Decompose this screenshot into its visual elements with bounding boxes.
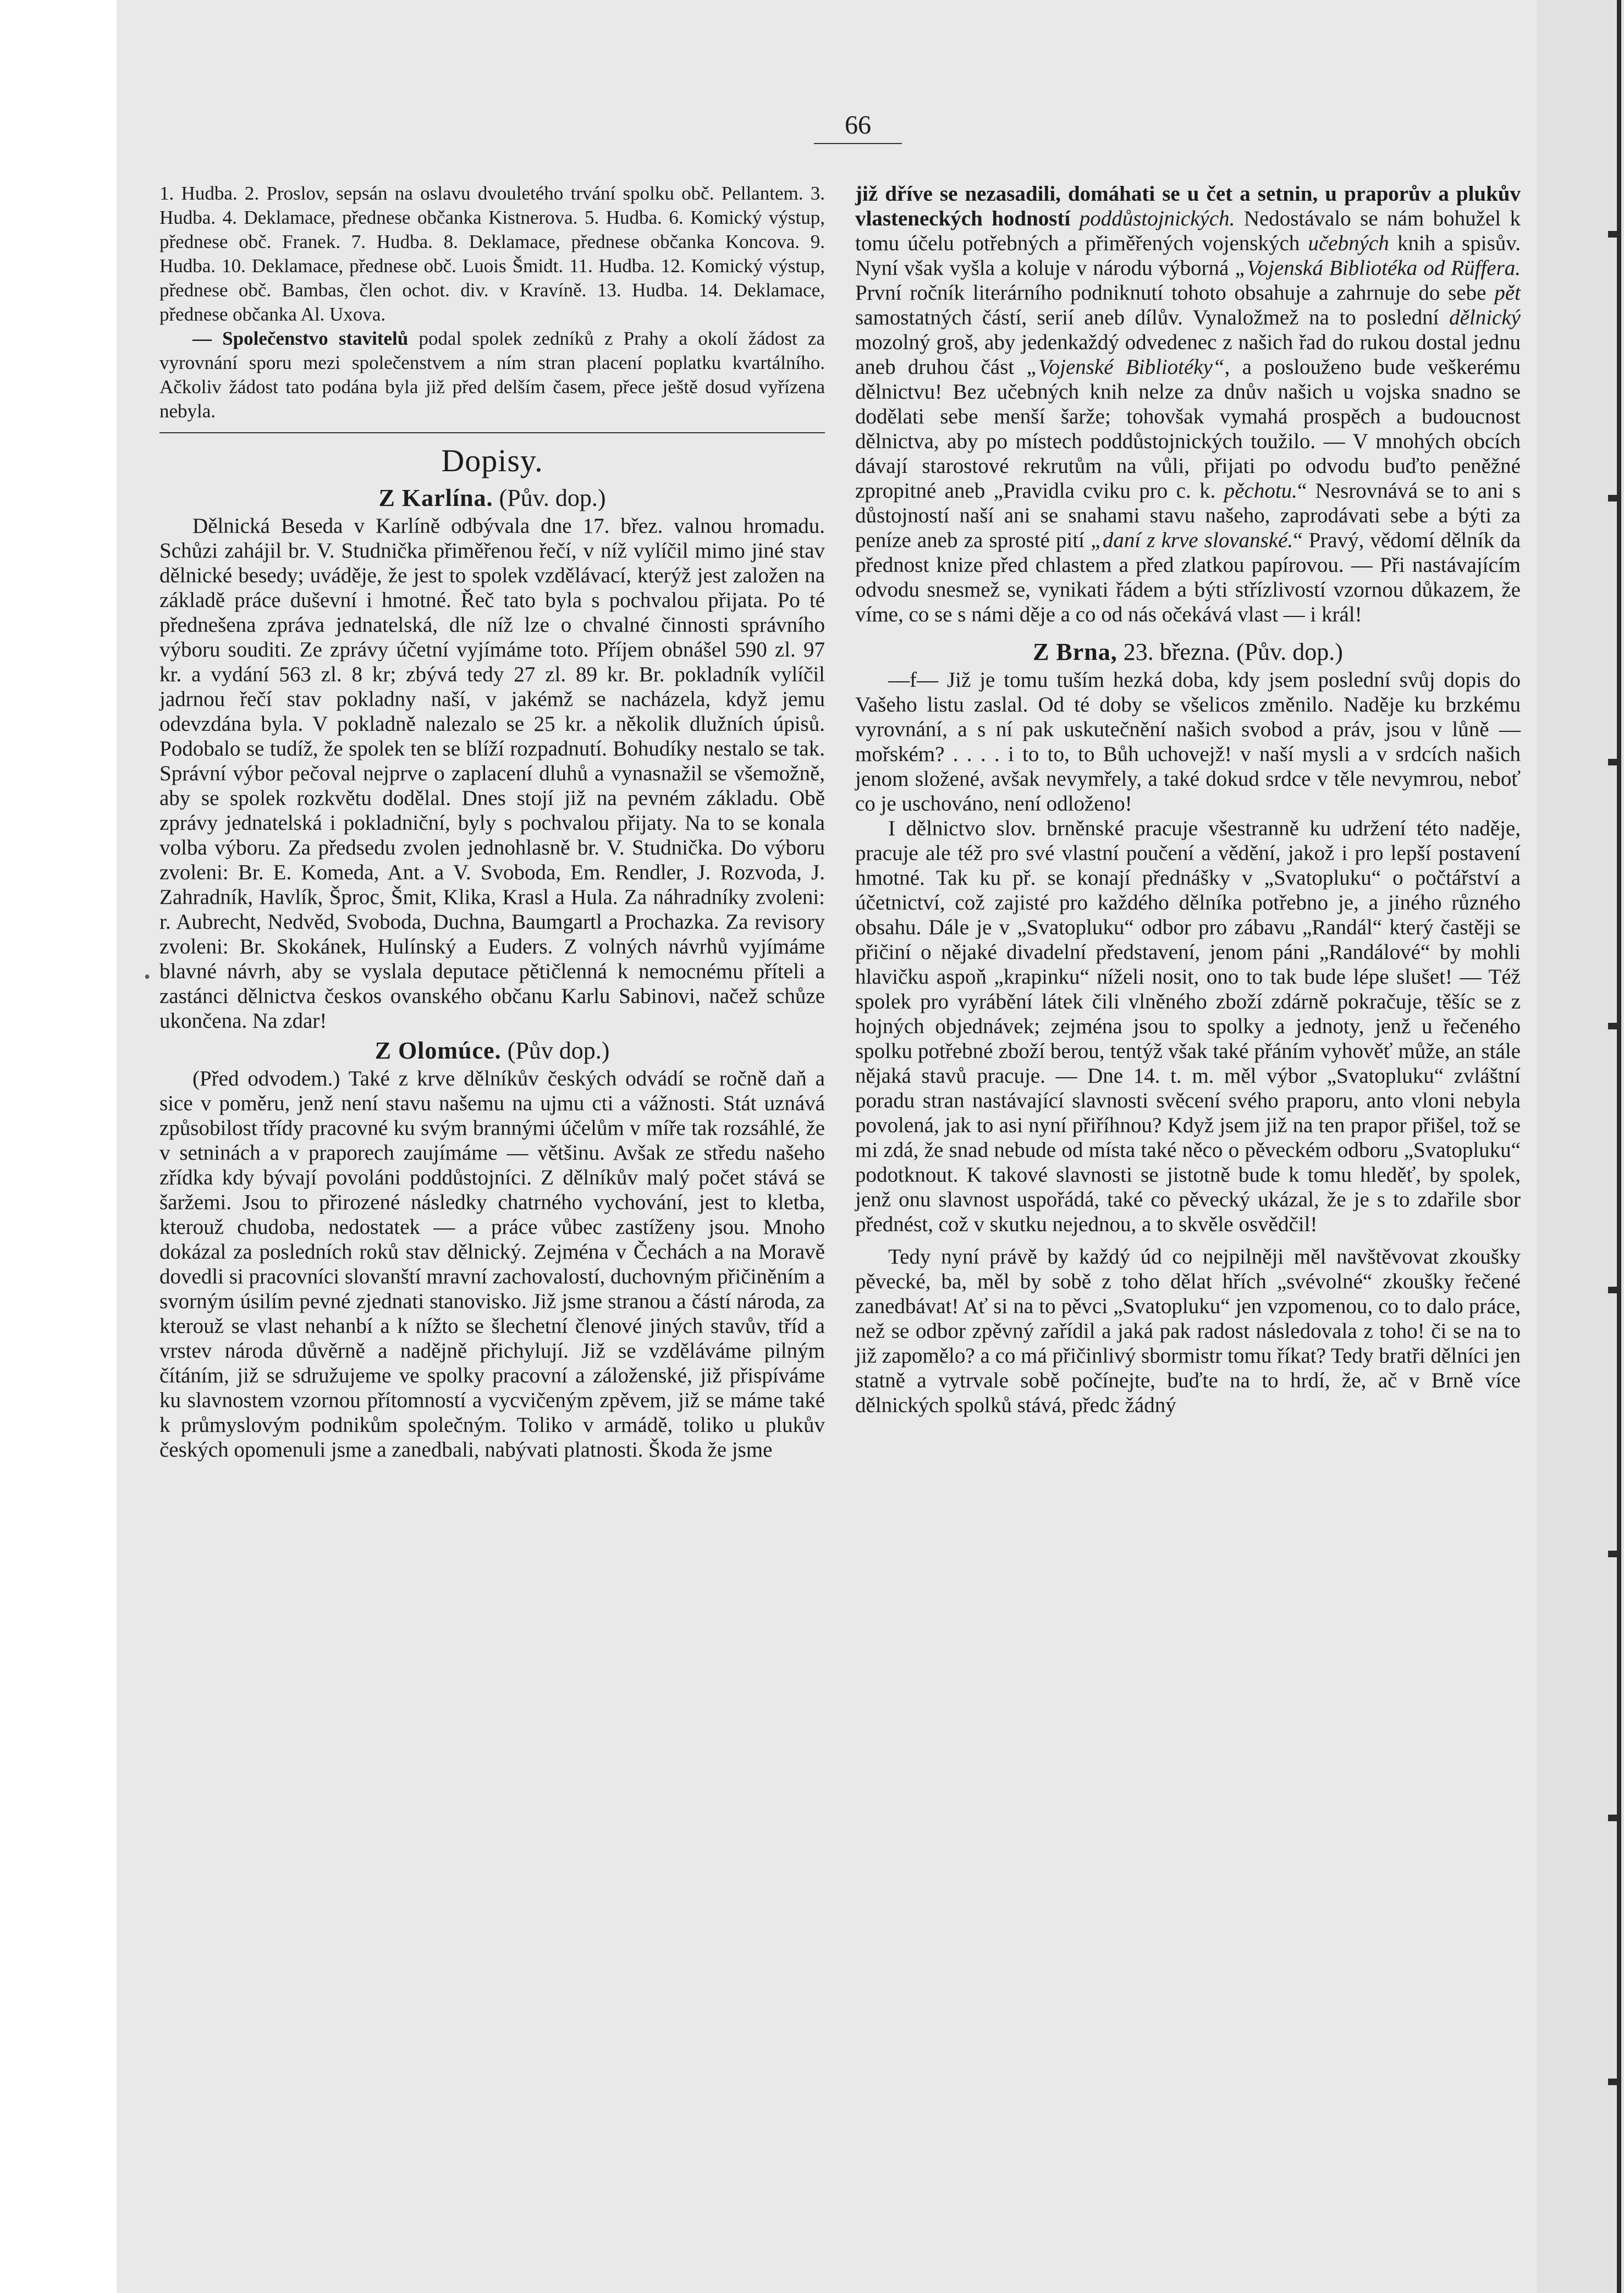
text-run: První ročník literárního podniknutí tohoto obsahuje a zahrnuje do sebe	[855, 281, 1495, 305]
letter-body-brno-paragraph: Tedy nyní právě by každý úd co nejpilněji měl navštěvovat zkoušky pěvecké, ba, měl by sobě z toho dělat hřích „svévolné“ zkoušky řečené zanedbávat! Ať si na to pěvci „Svatopluku“ jen vzpomenou, co to dalo práce, než se odbor zpěvný zařídil a jaká pak radost následovala z toho! či se na to již zapomělo? a co má přičinlivý sbormistr tomu říkat? Tedy bratři dělníci jen statně a vytrvale sobě počínejte, buďte na to hrdí, že, ač v Brně více dělnických spolků stává, předc žádný	[855, 1245, 1521, 1417]
binding-tick	[1608, 2079, 1617, 2085]
text-run: mozolný groš, aby jedenkaždý odvedenec z našich řad do rukou dostal jednu aneb druhou část	[855, 330, 1521, 379]
letter-body-olomouc-continued	[855, 181, 1521, 627]
section-title-dopisy: Dopisy.	[441, 443, 543, 478]
text-run: , a poslouženo bude veškerému dělnictvu! Bez učebných knih nelze za dnův našich u vojska snadno se dodělati sebe menší šarže; tohovšak vymahá prospěch a budoucnost dělnictva, aby po místech poddůstojnických toužilo. — V mnohých obcích dávají starostové rekrutům na vůli, přijati po odvodu buďto peněžné zpropitné aneb „Pravidla cviku pro c. k.	[855, 355, 1521, 503]
news-item-spolecenstvo	[159, 327, 825, 423]
letter-source: (Pův dop.)	[501, 1037, 610, 1064]
binding-strip	[1537, 0, 1624, 2293]
letter-heading-karlin	[159, 484, 825, 512]
letter-place: Z Olomúce.	[375, 1037, 502, 1064]
program-list: 1. Hudba. 2. Proslov, sepsán na oslavu dvouletého trvání spolku obč. Pellantem. 3. Hudba. 4. Deklamace, přednese občanka Kistnerova. 5. Hudba. 6. Komický výstup, přednese obč. Franek. 7. Hudba. 8. Deklamace, přednese občanka Koncova. 9. Hudba. 10. Deklamace, přednese obč. Luois Šmidt. 11. Hudba. 12. Komický výstup, přednese obč. Bambas, člen ochot. div. v Kravíně. 13. Hudba. 14. Deklamace, přednese občanka Al. Uxova.	[159, 183, 825, 325]
binding-tick	[1608, 1815, 1617, 1821]
text-run-italic: „daní z krve slovanské.	[1091, 528, 1293, 552]
letter-heading-brno	[855, 638, 1521, 666]
letter-body-brno-paragraph: —f— Již je tomu tuším hezká doba, kdy jsem poslední svůj dopis do Vašeho listu zaslal. Od té doby se všelicos změnilo. Naděje ku brzkému vyrovnání, a s ní pak uskutečnění našich svobod a práv, jsou v lůně — mořském? . . . . i to to, to Bůh uchovejž! v naší mysli a v srdcích našich jenom složené, avšak nevymřely, a také dokud srdce v těle nevymrou, neboť co je uschováno, není odloženo!	[855, 668, 1521, 815]
page-number: 66	[845, 111, 871, 140]
section-divider	[159, 432, 825, 433]
letter-place: Z Karlína.	[378, 484, 493, 511]
left-column	[159, 181, 825, 1462]
letter-source: 23. března. (Pův. dop.)	[1117, 638, 1343, 665]
page-number-rule	[814, 143, 902, 144]
binding-edge	[1617, 0, 1621, 2293]
text-run-italic: „Vojenské Bibliotéky“	[1026, 355, 1225, 379]
text-run-italic: „Vojenská Bibliotéka od Rüffera.	[1235, 256, 1521, 280]
text-run-italic: učebných	[1308, 231, 1389, 255]
binding-tick	[1608, 1023, 1617, 1029]
text-run: “ Pravý, vědomí dělník da přednost knize před chlastem a před zlatkou papírovou. — Při nastávajícím odvodu snesmež se, vynikati řádem a býti střízlivostí vzornou důkazem, že víme, co se s námi děje a co od nás očekává vlast — i král!	[855, 528, 1521, 626]
letter-heading-olomouc	[159, 1037, 825, 1065]
binding-tick	[1608, 759, 1617, 765]
text-run: “ Nesrovnává se to ani s důstojností naší ani se snahami stavu našeho, zaprodávati sebe a býti za peníze aneb za sprosté pití	[855, 479, 1521, 552]
news-item-lead: — Společenstvo stavitelů	[192, 328, 409, 349]
text-run-italic: poddůstojnických.	[1079, 207, 1235, 230]
spacer	[855, 1237, 1521, 1244]
text-run-italic: pěchotu.	[1224, 479, 1297, 503]
binding-tick	[1608, 1551, 1617, 1557]
letter-place: Z Brna,	[1033, 638, 1117, 665]
text-run: již dříve se nezasadili, domáhati se u čet a setnin, u praporův a plukův vlasteneckých hodností	[855, 182, 1521, 230]
text-run-italic: pět	[1494, 281, 1521, 305]
text-run: samostatných částí, serií aneb dílův. Vynaložmež na to poslední	[855, 306, 1450, 329]
letter-body-olomouc: (Před odvodem.) Také z krve dělníkův českých odvádí se ročně daň a sice v poměru, jenž není stavu našemu na ujmu cti a vážnosti. Stát uznává způsobilost třídy pracovné ku svým brannými účelům v míře tak rozsáhlé, že v setninách a v praporech zaujímáme — většinu. Avšak ze středu našeho zřídka kdy bývají povoláni poddůstojníci. Z dělníkův malý počet stává se šaržemi. Jsou to přirozené následky chatrného vychování, jest to kletba, kterouž chudoba, nedostatek — a práce vůbec zastíženy jsou. Mnoho dokázal za posledních roků stav dělnický. Zejména v Čechách a na Moravě dovedli si pracovníci slovanští mravní zachovalostí, duchovným přičiněním a svorným úsilím pevné zjednati stanovisko. Již jsme stranou a částí národa, za kterouž se vlast nehanbí a k nížto se šlechetní členové jiných stavův, tříd a vrstev národa důvěrně a nadějně přichylují. Již se vzděláváme pilným čítáním, již se sdružujeme ve spolky pracovní a záloženské, již přispíváme ku slavnostem vzornou přítomností a vycvičeným zpěvem, již se máme také k průmyslovým podnikům společným. Toliko v armádě, toliko u plukův českých opomenuli jsme a zanedbali, nabývati platnosti. Škoda že jsme	[159, 1067, 825, 1462]
news-item-text: podal spolek zedníků z Prahy a okolí žádost za vyrovnání sporu mezi společenstvem a ním stran placení poplatku kvartálního. Ačkoliv žádost tato podána byla již před delším časem, přece ještě dosud vyřízena nebyla.	[159, 328, 825, 422]
letter-body-brno-paragraph: I dělnictvo slov. brněnské pracuje všestranně ku udržení této naděje, pracuje ale též pro své vlastní poučení a vědění, jakož i pro lepší postavení hmotné. Tak ku př. se konají přednášky v „Svatopluku“ o počtářství a účetnictví, což zajisté pro každého dělníka potřebno je, a jiného různého obsahu. Dále je v „Svatopluku“ odbor pro zábavu „Randál“ který častěji se přičiní o nějaké divadelní představení, jenom páni „Randálové“ by mohli hlavičku aspoň „krapinku“ níželi nosit, ono to tak bude lépe slušet! — Též spolek pro vyrábění látek čili vlněného zboží zdárně pokračuje, těšíc se z hojných objednávek; zejména jsou to spolky a jednoty, jenž u řečeného spolku potřebné zboží berou, tentýž však také přáním vyhověť může, an stále nějaká stavů pracuje. — Dne 14. t. m. měl výbor „Svatopluku“ zvláštní poradu stran nastávající slavnosti svěcení svého praporu, anto vloni nebyla povolená, jak to asi nyní přiříhnou? Když jsem již na ten prapor přišel, tož se mi zdá, že snad nebude od místa také něco o pěveckém odboru „Svatopluku“ podotknout. K takové slavnosti se jistotně bude k tomu hleděť, by spolek, jenž onu slavnost uspořádá, také co pěvecký ukázal, že je s to zdařile sbor přednést, což v skutku nejednou, a to skvěle osvědčil!	[855, 817, 1521, 1236]
spacer	[855, 627, 1521, 635]
text-run: knih a spisův. Nyní však vyšla a koluje v národu výborná	[855, 231, 1521, 280]
right-column	[855, 181, 1521, 1418]
text-run-italic: dělnický	[1449, 306, 1521, 329]
letter-source: (Pův. dop.)	[493, 484, 606, 511]
binding-tick	[1608, 495, 1617, 501]
margin-mark: •	[144, 967, 151, 986]
binding-tick	[1608, 1287, 1617, 1293]
binding-tick	[1608, 231, 1617, 238]
letter-body-karlin: Dělnická Beseda v Karlíně odbývala dne 17. břez. valnou hromadu. Schůzi zahájil br. V. Studnička přiměřenou řečí, v níž vylíčil mimo jiné stav dělnické besedy; uváděje, že jest to spolek vzdělávací, kterýž jest založen na základě práce duševní i hmotné. Řeč tato byla s pochvalou přijata. Po té přednešena zpráva jednatelská, dle níž lze o chvalné činnosti správního výboru souditi. Ze zprávy účetní vyjímáme toto. Příjem obnášel 590 zl. 97 kr. a vydání 563 zl. 8 kr; zbývá tedy 27 zl. 89 kr. Br. pokladník vylíčil jadrnou řečí stav pokladny naší, v jakémž se nacházela, když jemu odevzdána byla. V pokladně nalezalo se 25 kr. a několik dlužních úpisů. Podobalo se tudíž, že spolek ten se blíží rozpadnutí. Bohudíky nestalo se tak. Správní výbor pečoval nejprve o zaplacení dluhů a vynasnažil se všemožně, aby se spolek rozkvětu dodělal. Dnes stojí již na pevném základu. Obě zprávy jednatelská i pokladniční, byly s pochvalou přijaty. Na to se konala volba výboru. Za předsedu zvolen jednohlasně br. V. Studnička. Do výboru zvoleni: Br. E. Komeda, Ant. a V. Svoboda, Em. Rendler, J. Rozvoda, J. Zahradník, Havlík, Šproc, Šmit, Klika, Krasl a Hula. Za náhradníky zvoleni: r. Aubrecht, Nedvěd, Svoboda, Duchna, Baumgartl a Prochazka. Za revisory zvoleni: Br. Skokánek, Hulínský a Euders. Z volných návrhů vyjímáme blavné návrh, aby se vyslala deputace pětičlenná k nemocnému příteli a zastánci dělnictva českos ovanského občanu Karlu Sabinovi, načež schůze ukončena. Na zdar!	[159, 514, 825, 1033]
text-run: Nedostávalo se nám bohužel k tomu účelu potřebných a přiměřených vojenských	[855, 207, 1521, 255]
